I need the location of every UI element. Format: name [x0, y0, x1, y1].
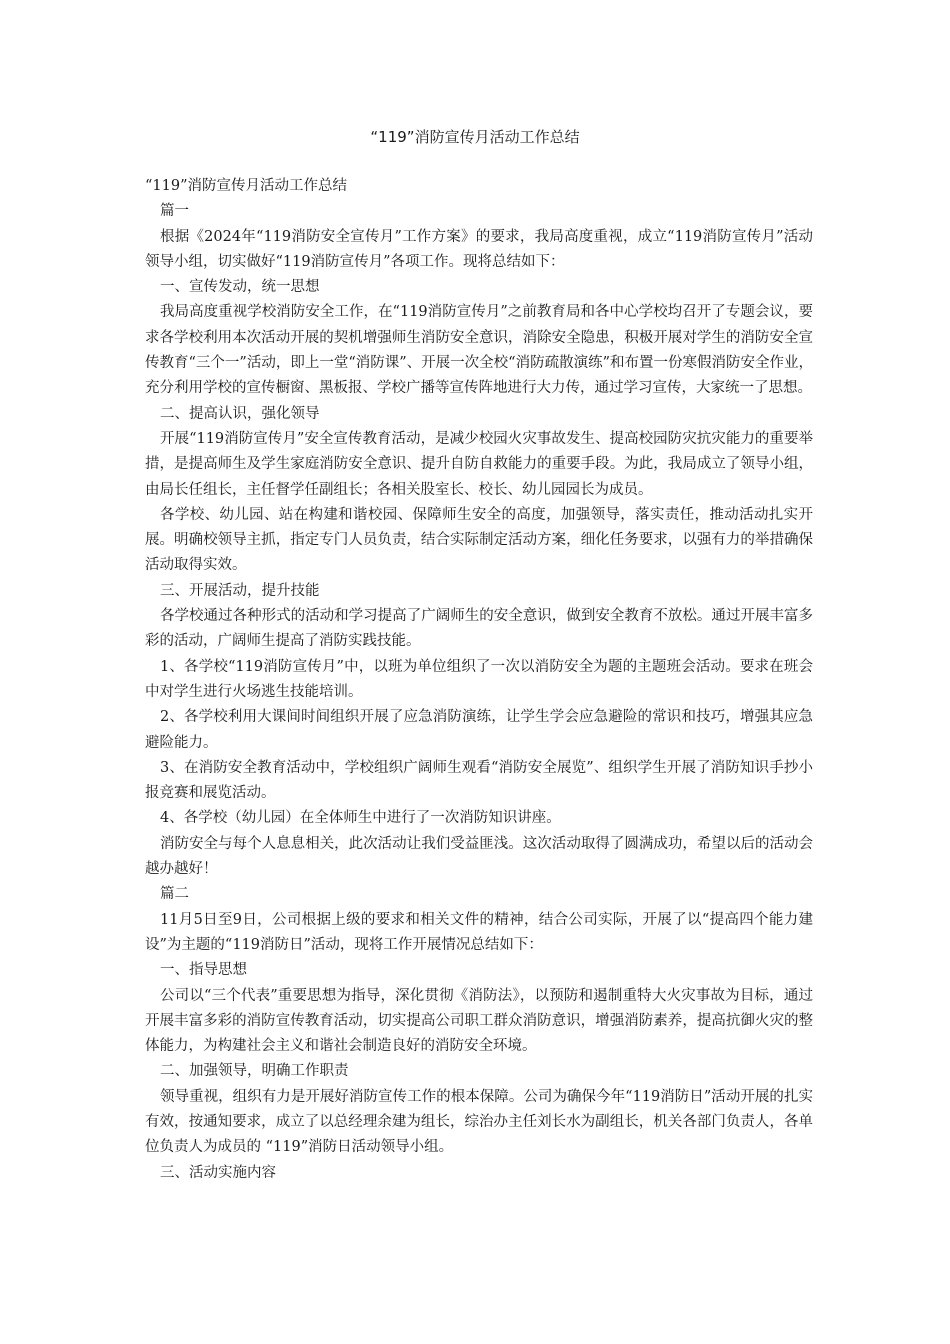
list-item: 1、各学校“119消防宣传月”中，以班为单位组织了一次以消防安全为题的主题班会活动。要求在班会中对学生进行火场逃生技能培训。	[145, 658, 813, 700]
list-item: 4、各学校（幼儿园）在全体师生中进行了一次消防知识讲座。	[160, 810, 561, 827]
section-heading: 三、活动实施内容	[160, 1164, 276, 1181]
paragraph: 消防安全与每个人息息相关，此次活动让我们受益匪浅。这次活动取得了圆满成功，希望以后的活动会越办越好！	[145, 835, 813, 878]
paragraph: 各学校、幼儿园、站在构建和谐校园、保障师生安全的高度，加强领导，落实责任，推动活动扎实开展。明确校领导主抓，指定专门人员负责，结合实际制定活动方案，细化任务要求，以强有力的举措确保活动取得实效。	[145, 506, 813, 574]
list-item: 2、各学校利用大课间时间组织开展了应急消防演练，让学生学会应急避险的常识和技巧，增强其应急避险能力。	[145, 709, 813, 751]
section-heading: 二、提高认识，强化领导	[160, 405, 320, 422]
document-title: “119”消防宣传月活动工作总结	[370, 128, 580, 146]
section-heading: 二、加强领导，明确工作职责	[160, 1063, 349, 1080]
document-body	[145, 174, 813, 1186]
section-heading: 篇二	[160, 886, 189, 903]
paragraph: 公司以“三个代表”重要思想为指导，深化贯彻《消防法》，以预防和遏制重特大火灾事故为目标，通过开展丰富多彩的消防宣传教育活动，切实提高公司职工群众消防意识，增强消防素养，提高抗御火灾的整体能力，为构建社会主义和谐社会制造良好的消防安全环境。	[145, 987, 813, 1055]
paragraph: 根据《2024年“119消防安全宣传月”工作方案》的要求，我局高度重视，成立“119消防宣传月”活动领导小组，切实做好“119消防宣传月”各项工作。现将总结如下：	[145, 228, 813, 270]
paragraph: 11月5日至9日，公司根据上级的要求和相关文件的精神，结合公司实际，开展了以“提高四个能力建设”为主题的“119消防日”活动，现将工作开展情况总结如下：	[145, 911, 813, 953]
section-heading: 一、指导思想	[160, 962, 247, 979]
paragraph: 我局高度重视学校消防安全工作，在“119消防宣传月”之前教育局和各中心学校均召开了专题会议，要求各学校利用本次活动开展的契机增强师生消防安全意识，消除安全隐患，积极开展对学生的消防安全宣传教育“三个一”活动，即上一堂“消防课”、开展一次全校“消防疏散演练”和布置一份寒假消防安全作业，充分利用学校的宣传橱窗、黑板报、学校广播等宣传阵地进行大力传，通过学习宣传，大家统一了思想。	[145, 304, 813, 397]
section-heading: 一、宣传发动，统一思想	[160, 279, 320, 296]
paragraph: 领导重视，组织有力是开展好消防宣传工作的根本保障。公司为确保今年“119消防日”活动开展的扎实有效，按通知要求，成立了以总经理余建为组长，综治办主任刘长水为副组长，机关各部门负责人，各单位负责人为成员的 “119”消防日活动领导小组。	[145, 1088, 813, 1156]
section-heading: 三、开展活动，提升技能	[160, 582, 320, 599]
paragraph: “119”消防宣传月活动工作总结	[145, 178, 348, 194]
section-heading: 篇一	[160, 203, 189, 220]
list-item: 3、在消防安全教育活动中，学校组织广阔师生观看“消防安全展览”、组织学生开展了消防知识手抄小报竞赛和展览活动。	[145, 759, 813, 802]
paragraph: 各学校通过各种形式的活动和学习提高了广阔师生的安全意识，做到安全教育不放松。通过开展丰富多彩的活动，广阔师生提高了消防实践技能。	[145, 608, 813, 650]
paragraph: 开展“119消防宣传月”安全宣传教育活动，是减少校园火灾事故发生、提高校园防灾抗灾能力的重要举措，是提高师生及学生家庭消防安全意识、提升自防自救能力的重要手段。为此，我局成立了领导小组，由局长任组长，主任督学任副组长；各相关股室长、校长、幼儿园园长为成员。	[145, 430, 813, 498]
